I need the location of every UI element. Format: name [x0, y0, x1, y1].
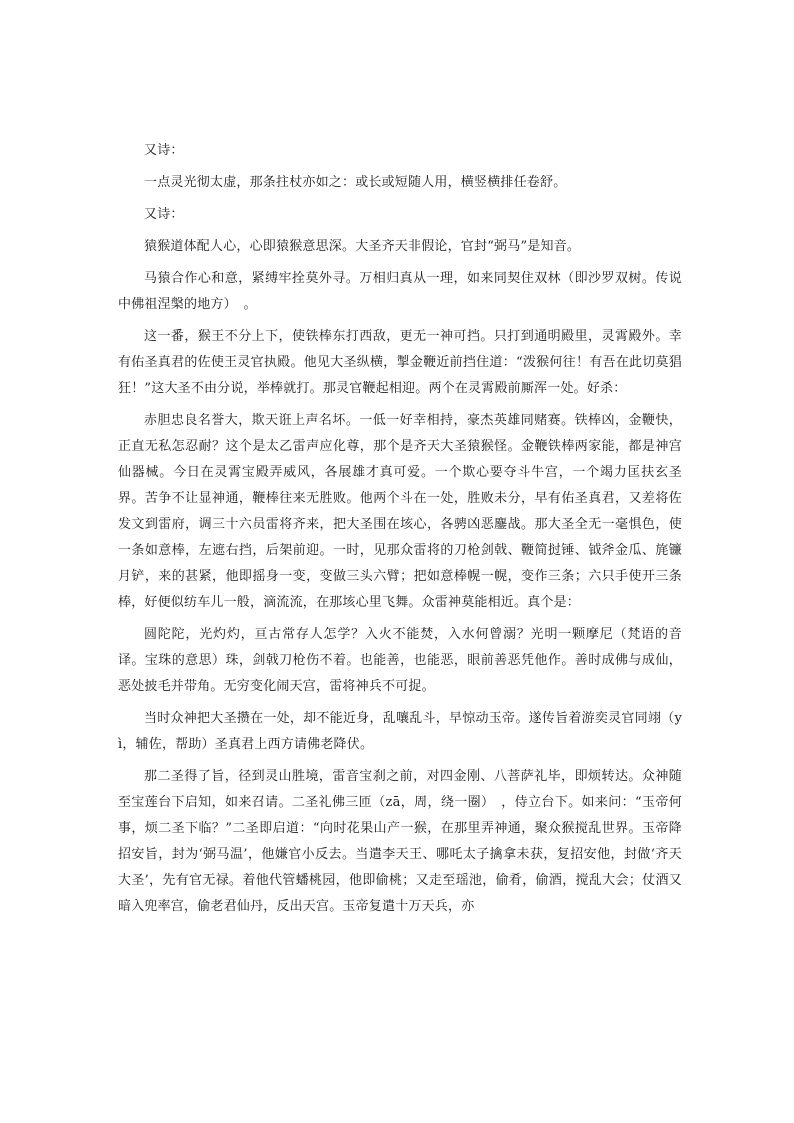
paragraph: 那二圣得了旨，径到灵山胜境，雷音宝刹之前，对四金刚、八菩萨礼毕，即烦转达。众神随至宝莲台下启知，如来召请。二圣礼佛三匝（zā，周，绕一圈） ，侍立台下。如来问：“玉帝何事，烦二圣下临？”二圣即启道：“向时花果山产一猴，在那里弄神通，聚众猴搅乱世界。玉帝降招安旨，封为‘弼马温’，他嫌官小反去。当遣李天王、哪吒太子擒拿未获，复招安他，封做‘齐天大圣’，先有官无禄。着他代管蟠桃园，他即偷桃；又走至瑶池，偷肴，偷酒，搅乱大会；仗酒又暗入兜率宫，偷老君仙丹，反出天宫。玉帝复遣十万天兵，亦 [118, 769, 682, 914]
paragraph: 这一番，猴王不分上下，使铁棒东打西敌，更无一神可挡。只打到通明殿里，灵霄殿外。幸有佑圣真君的佐使王灵官执殿。他见大圣纵横，掣金鞭近前挡住道：“泼猴何往！有吾在此切莫猖狂！”这大圣不由分说，举棒就打。那灵官鞭起相迎。两个在灵霄殿前厮浑一处。好杀： [118, 329, 682, 396]
document-body [118, 138, 682, 926]
paragraph: 马猿合作心和意，紧缚牢拴莫外寻。万相归真从一理，如来同契住双林（即沙罗双树。传说中佛祖涅槃的地方） 。 [118, 271, 682, 312]
paragraph: 又诗： [144, 207, 184, 222]
paragraph: 当时众神把大圣攒在一处，却不能近身，乱嚷乱斗，早惊动玉帝。遂传旨着游奕灵官同翊（yì，辅佐，帮助）圣真君上西方请佛老降伏。 [118, 711, 682, 752]
paragraph: 一点灵光彻太虚，那条拄杖亦如之：或长或短随人用，横竖横排任卷舒。 [144, 175, 567, 190]
paragraph: 又诗： [144, 143, 184, 158]
paragraph: 猿猴道体配人心，心即猿猴意思深。大圣齐天非假论，官封“弼马”是知音。 [144, 239, 581, 254]
paragraph: 赤胆忠良名誉大，欺天诳上声名坏。一低一好幸相持，豪杰英雄同赌赛。铁棒凶，金鞭快，正直无私怎忍耐？这个是太乙雷声应化尊，那个是齐天大圣猿猴怪。金鞭铁棒两家能，都是神宫仙器械。今日在灵霄宝殿弄威风，各展雄才真可爱。一个欺心要夺斗牛宫，一个竭力匡扶玄圣界。苦争不让显神通，鞭棒往来无胜败。他两个斗在一处，胜败未分，早有佑圣真君，又差将佐发文到雷府，调三十六员雷将齐来，把大圣围在垓心，各骋凶恶鏖战。那大圣全无一毫惧色，使一条如意棒，左遮右挡，后架前迎。一时，见那众雷将的刀枪剑戟、鞭简挝锤、钺斧金瓜、旄镰月铲，来的甚紧，他即摇身一变，变做三头六臂；把如意棒幌一幌，变作三条；六只手使开三条棒，好便似纺车儿一般，滴流流，在那垓心里飞舞。众雷神莫能相近。真个是： [118, 413, 682, 610]
paragraph: 圆陀陀，光灼灼，亘古常存人怎学？入火不能焚，入水何曾溺？光明一颗摩尼（梵语的音译。宝珠的意思）珠，剑戟刀枪伤不着。也能善，也能恶，眼前善恶凭他作。善时成佛与成仙，恶处披毛并带角。无穷变化闹天宫，雷将神兵不可捉。 [118, 627, 682, 694]
